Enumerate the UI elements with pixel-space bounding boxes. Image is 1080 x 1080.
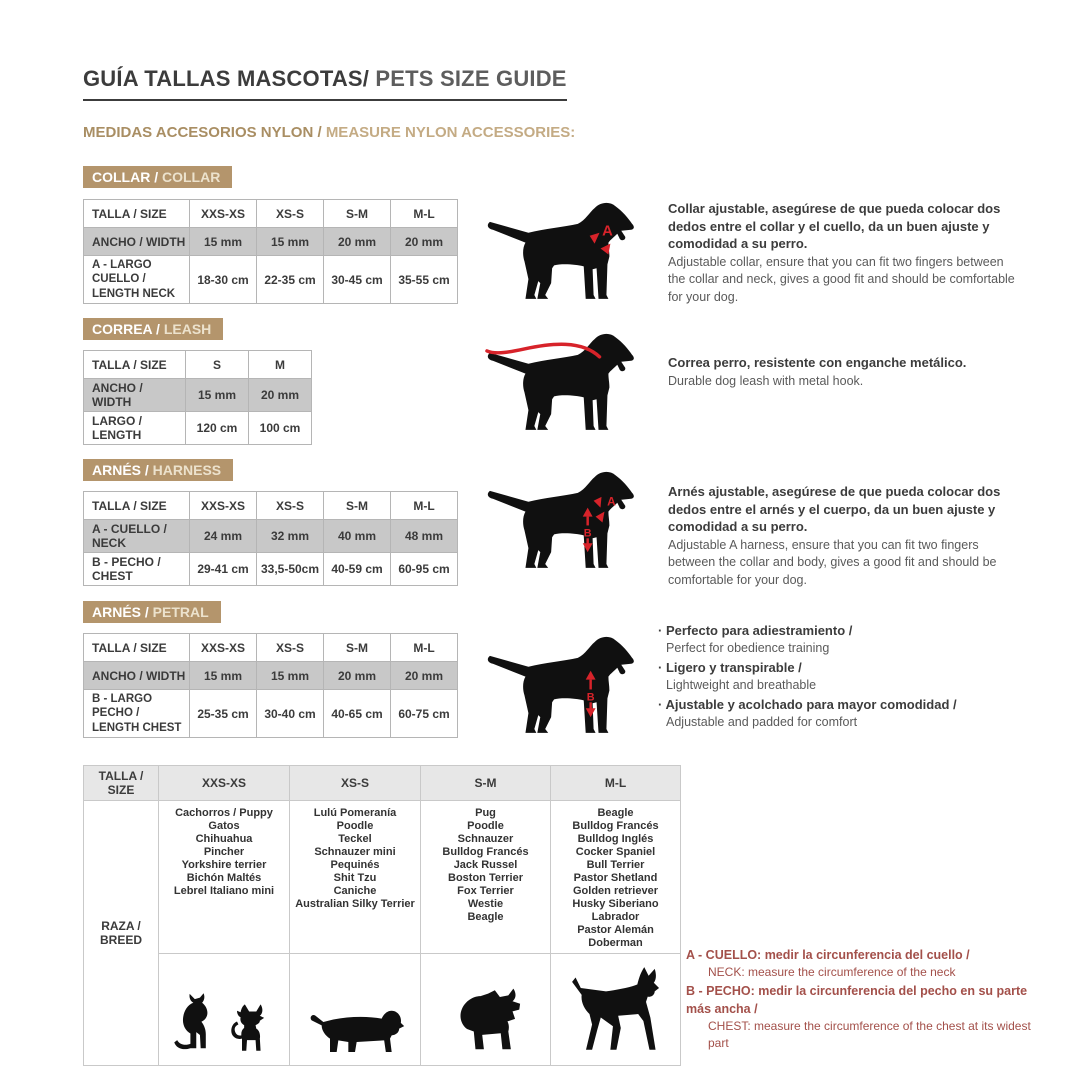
schnauzer-silhouette-icon <box>446 985 526 1057</box>
svg-text:B: B <box>583 527 592 540</box>
header-cell: S-M <box>324 200 391 228</box>
header-cell: TALLA / SIZE <box>84 492 190 520</box>
collar-description-spanish: Collar ajustable, asegúrese de que pueda colocar dos dedos entre el collar y el cuello, da un buen ajuste y comodidad a su perro. <box>668 201 1001 252</box>
harness-neck-row <box>84 520 458 553</box>
value-cell: 40 mm <box>324 520 391 553</box>
header-cell: M-L <box>391 634 458 662</box>
value-cell: 100 cm <box>249 412 312 445</box>
row-label-cell: A - LARGO CUELLO / LENGTH NECK <box>84 256 190 304</box>
harness-description <box>668 483 1024 589</box>
leash-section-badge <box>83 318 223 340</box>
header-cell: XS-S <box>257 634 324 662</box>
row-label-cell: ANCHO / WIDTH <box>84 662 190 690</box>
breed-row-label: RAZA / BREED <box>84 801 159 1066</box>
feature-english: Adjustable and padded for comfort <box>666 714 858 729</box>
value-cell: 15 mm <box>257 228 324 256</box>
collar-section-badge <box>83 166 232 188</box>
value-cell: 29-41 cm <box>190 553 257 586</box>
header-cell: M <box>249 351 312 379</box>
silhouette-cell-m-l <box>551 954 681 1066</box>
header-cell: XXS-XS <box>190 634 257 662</box>
note-neck-english: NECK: measure the circumference of the neck <box>708 965 956 980</box>
value-cell: 60-95 cm <box>391 553 458 586</box>
breed-list-s-m: Pug Poodle Schnauzer Bulldog Francés Jack Russel Boston Terrier Fox Terrier Westie Beagle <box>421 801 551 954</box>
row-label-cell: ANCHO / WIDTH <box>84 228 190 256</box>
value-cell: 24 mm <box>190 520 257 553</box>
collar-description-english: Adjustable collar, ensure that you can fit two fingers between the collar and neck, gives a good fit and should be comfortable for your dog. <box>668 254 1015 304</box>
value-cell: 18-30 cm <box>190 256 257 304</box>
leash-description <box>668 354 1024 390</box>
feature-english: Perfect for obedience training <box>666 640 830 655</box>
breed-list-m-l: Beagle Bulldog Francés Bulldog Inglés Cocker Spaniel Bull Terrier Pastor Shetland Golden retriever Husky Siberiano Labrador Pastor Alemán Doberman <box>551 801 681 954</box>
petral-table-header-row <box>84 634 458 662</box>
header-cell: M-L <box>391 200 458 228</box>
header-cell: S-M <box>421 766 551 801</box>
value-cell: 20 mm <box>391 228 458 256</box>
petral-section-badge <box>83 601 221 623</box>
silhouette-cell-xxs-xs <box>159 954 290 1066</box>
value-cell: 15 mm <box>257 662 324 690</box>
header-cell: XS-S <box>257 200 324 228</box>
leash-width-row <box>84 379 312 412</box>
breed-table-header-row <box>84 766 681 801</box>
petral-badge-spanish: ARNÉS / <box>92 604 149 620</box>
cat-silhouette-icon <box>171 991 223 1057</box>
feature-item <box>658 696 1028 731</box>
header-cell: S <box>186 351 249 379</box>
row-label-cell: LARGO / LENGTH <box>84 412 186 445</box>
harness-section-badge <box>83 459 233 481</box>
collar-width-row <box>84 228 458 256</box>
silhouette-cell-xs-s <box>290 954 421 1066</box>
header-cell: XXS-XS <box>190 200 257 228</box>
value-cell: 20 mm <box>391 662 458 690</box>
petral-width-row <box>84 662 458 690</box>
harness-description-english: Adjustable A harness, ensure that you can fit two fingers between the collar and body, gives a good fit and should be comfortable for your dog. <box>668 537 997 587</box>
leash-badge-spanish: CORREA / <box>92 321 160 337</box>
leash-badge-english: LEASH <box>159 321 212 337</box>
harness-description-spanish: Arnés ajustable, asegúrese de que pueda colocar dos dedos entre el arnés y el cuerpo, da un buen ajuste y comodidad a su perro. <box>668 484 1001 535</box>
collar-size-table <box>83 199 458 304</box>
feature-spanish: · Ligero y transpirable / <box>658 659 1028 677</box>
value-cell: 48 mm <box>391 520 458 553</box>
petral-size-table <box>83 633 458 738</box>
feature-spanish: · Ajustable y acolchado para mayor comodidad / <box>658 696 1028 714</box>
silhouette-cell-s-m <box>421 954 551 1066</box>
page-title-spanish: GUÍA TALLAS MASCOTAS/ <box>83 66 370 91</box>
collar-neck-length-row <box>84 256 458 304</box>
value-cell: 30-45 cm <box>324 256 391 304</box>
dog-with-collar-silhouette-icon <box>483 196 641 310</box>
page-title-english: PETS SIZE GUIDE <box>369 66 567 91</box>
feature-item <box>658 622 1028 657</box>
leash-table-header-row <box>84 351 312 379</box>
petral-features-list <box>658 622 1028 733</box>
note-chest-english: CHEST: measure the circumference of the chest at its widest part <box>708 1018 1031 1051</box>
row-label-cell: ANCHO / WIDTH <box>84 379 186 412</box>
note-neck <box>686 946 1031 982</box>
breed-silhouettes-row <box>84 954 681 1066</box>
row-label-cell: B - PECHO / CHEST <box>84 553 190 586</box>
value-cell: 20 mm <box>249 379 312 412</box>
doberman-silhouette-icon <box>566 965 666 1057</box>
value-cell: 30-40 cm <box>257 690 324 738</box>
measuring-notes <box>686 946 1031 1053</box>
leash-description-spanish: Correa perro, resistente con enganche metálico. <box>668 355 967 370</box>
header-cell: XXS-XS <box>159 766 290 801</box>
harness-chest-row <box>84 553 458 586</box>
petral-chest-length-row <box>84 690 458 738</box>
dog-with-harness-silhouette-icon <box>483 465 641 579</box>
page-title <box>83 66 567 101</box>
header-cell: M-L <box>551 766 681 801</box>
svg-text:B: B <box>586 691 595 704</box>
dog-with-leash-silhouette-icon <box>483 327 641 441</box>
breed-list-xxs-xs: Cachorros / Puppy Gatos Chihuahua Pincher Yorkshire terrier Bichón Maltés Lebrel Italiano mini <box>159 801 290 954</box>
note-chest <box>686 982 1031 1053</box>
row-label-cell: B - LARGO PECHO / LENGTH CHEST <box>84 690 190 738</box>
header-cell: S-M <box>324 492 391 520</box>
header-cell: S-M <box>324 634 391 662</box>
note-neck-spanish: A - CUELLO: medir la circunferencia del cuello / <box>686 948 970 962</box>
value-cell: 15 mm <box>190 662 257 690</box>
value-cell: 33,5-50cm <box>257 553 324 586</box>
value-cell: 120 cm <box>186 412 249 445</box>
breed-size-table <box>83 765 681 1066</box>
header-cell: XXS-XS <box>190 492 257 520</box>
page-subtitle-english: MEASURE NYLON ACCESSORIES: <box>325 124 576 141</box>
dog-with-chest-strap-silhouette-icon <box>483 630 641 744</box>
petral-measure-marking <box>586 671 596 717</box>
value-cell: 35-55 cm <box>391 256 458 304</box>
feature-english: Lightweight and breathable <box>666 677 817 692</box>
header-cell: TALLA / SIZE <box>84 634 190 662</box>
leash-description-english: Durable dog leash with metal hook. <box>668 373 864 388</box>
collar-table-header-row <box>84 200 458 228</box>
value-cell: 15 mm <box>190 228 257 256</box>
page-subtitle-spanish: MEDIDAS ACCESORIOS NYLON / <box>83 124 326 141</box>
value-cell: 25-35 cm <box>190 690 257 738</box>
breed-lists-row <box>84 801 681 954</box>
feature-spanish: · Perfecto para adiestramiento / <box>658 622 1028 640</box>
header-cell: TALLA / SIZE <box>84 351 186 379</box>
collar-badge-spanish: COLLAR / <box>92 169 159 185</box>
feature-item <box>658 659 1028 694</box>
leash-length-row <box>84 412 312 445</box>
header-cell: M-L <box>391 492 458 520</box>
leash-size-table <box>83 350 312 445</box>
page-subtitle <box>83 124 575 141</box>
petral-badge-english: PETRAL <box>148 604 209 620</box>
harness-badge-spanish: ARNÉS / <box>92 462 149 478</box>
header-cell: XS-S <box>290 766 421 801</box>
collar-description <box>668 200 1024 306</box>
dachshund-silhouette-icon <box>305 1007 405 1057</box>
harness-badge-english: HARNESS <box>148 462 222 478</box>
chihuahua-silhouette-icon <box>227 1001 277 1057</box>
value-cell: 40-59 cm <box>324 553 391 586</box>
harness-table-header-row <box>84 492 458 520</box>
header-cell: TALLA / SIZE <box>84 766 159 801</box>
note-chest-spanish: B - PECHO: medir la circunferencia del pecho en su parte más ancha / <box>686 983 1028 1016</box>
value-cell: 40-65 cm <box>324 690 391 738</box>
value-cell: 20 mm <box>324 228 391 256</box>
collar-badge-english: COLLAR <box>158 169 221 185</box>
breed-list-xs-s: Lulú Pomeranía Poodle Teckel Schnauzer mini Pequinés Shit Tzu Caniche Australian Silky Terrier <box>290 801 421 954</box>
harness-size-table <box>83 491 458 586</box>
svg-text:A: A <box>602 223 613 240</box>
header-cell: XS-S <box>257 492 324 520</box>
row-label-cell: A - CUELLO / NECK <box>84 520 190 553</box>
svg-text:A: A <box>607 494 616 509</box>
value-cell: 15 mm <box>186 379 249 412</box>
value-cell: 60-75 cm <box>391 690 458 738</box>
value-cell: 20 mm <box>324 662 391 690</box>
value-cell: 22-35 cm <box>257 256 324 304</box>
header-cell: TALLA / SIZE <box>84 200 190 228</box>
value-cell: 32 mm <box>257 520 324 553</box>
